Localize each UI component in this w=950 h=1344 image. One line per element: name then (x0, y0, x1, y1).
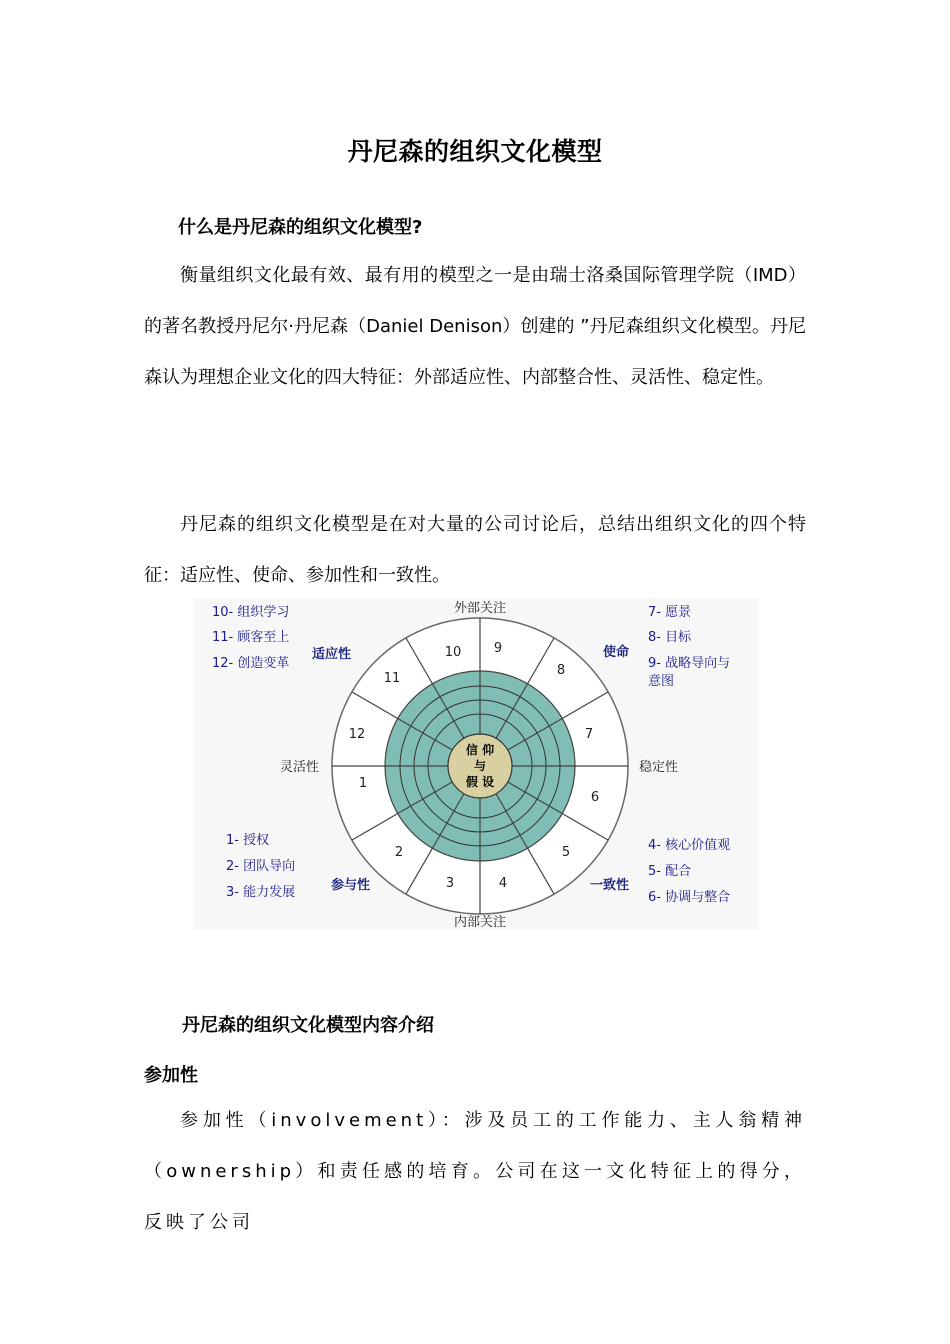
segment-number-8: 8 (556, 663, 566, 678)
quadrant-label-mission: 使命 (603, 645, 630, 660)
segment-number-6: 6 (590, 790, 600, 805)
center-label-2: 与 (473, 759, 487, 773)
consistency-item-6: 6- 协调与整合 (648, 890, 731, 905)
quadrant-label-consistency: 一致性 (590, 878, 630, 893)
involvement-item-1: 1- 授权 (226, 833, 270, 848)
segment-number-3: 3 (445, 876, 455, 891)
segment-number-5: 5 (561, 845, 571, 860)
denison-model-diagram (193, 598, 758, 930)
segment-number-12: 12 (348, 727, 366, 742)
involvement-item-3: 3- 能力发展 (226, 885, 296, 900)
quadrant-label-involvement: 参与性 (331, 878, 371, 893)
section-heading-what-is: 什么是丹尼森的组织文化模型? (178, 217, 423, 238)
consistency-item-4: 4- 核心价值观 (648, 838, 731, 853)
segment-number-11: 11 (383, 671, 401, 686)
section-heading-content: 丹尼森的组织文化模型内容介绍 (182, 1015, 434, 1036)
adaptability-item-10: 10- 组织学习 (212, 605, 290, 620)
segment-number-10: 10 (444, 645, 462, 660)
paragraph-involvement: 参加性（involvement）：涉及员工的工作能力、主人翁精神（ownership）和责任感的培育。公司在这一文化特征上的得分，反映了公司 (144, 1110, 806, 1233)
axis-label-stability: 稳定性 (639, 760, 679, 775)
section-heading-involvement: 参加性 (144, 1065, 198, 1086)
segment-number-4: 4 (498, 876, 508, 891)
paragraph-intro: 衡量组织文化最有效、最有用的模型之一是由瑞士洛桑国际管理学院（IMD）的著名教授丹尼尔·丹尼森（Daniel Denison）创建的 ”丹尼森组织文化模型。丹尼森认为理想企业文化的四大特征：外部适应性、内部整合性、灵活性、稳定性。 (144, 265, 806, 388)
center-label-1: 信 仰 (465, 743, 495, 757)
segment-number-7: 7 (584, 727, 594, 742)
axis-label-flexibility: 灵活性 (279, 760, 319, 775)
segment-number-2: 2 (394, 845, 404, 860)
paragraph-four-traits: 丹尼森的组织文化模型是在对大量的公司讨论后，总结出组织文化的四个特征：适应性、使命、参加性和一致性。 (144, 514, 806, 586)
mission-item-9: 9- 战略导向与 (648, 656, 731, 671)
mission-item-7: 7- 愿景 (648, 605, 692, 620)
consistency-item-5: 5- 配合 (648, 864, 692, 879)
center-label-3: 假 设 (465, 775, 495, 789)
mission-item-8: 8- 目标 (648, 630, 692, 645)
segment-number-1: 1 (358, 776, 368, 791)
involvement-item-2: 2- 团队导向 (226, 859, 296, 874)
page-title: 丹尼森的组织文化模型 (347, 137, 603, 166)
adaptability-item-12: 12- 创造变革 (212, 656, 290, 671)
mission-item-9-cont: 意图 (648, 674, 675, 689)
segment-number-9: 9 (493, 641, 503, 656)
axis-label-internal: 内部关注 (453, 915, 507, 930)
quadrant-label-adaptability: 适应性 (312, 647, 352, 662)
adaptability-item-11: 11- 顾客至上 (212, 630, 290, 645)
axis-label-external: 外部关注 (453, 601, 507, 616)
